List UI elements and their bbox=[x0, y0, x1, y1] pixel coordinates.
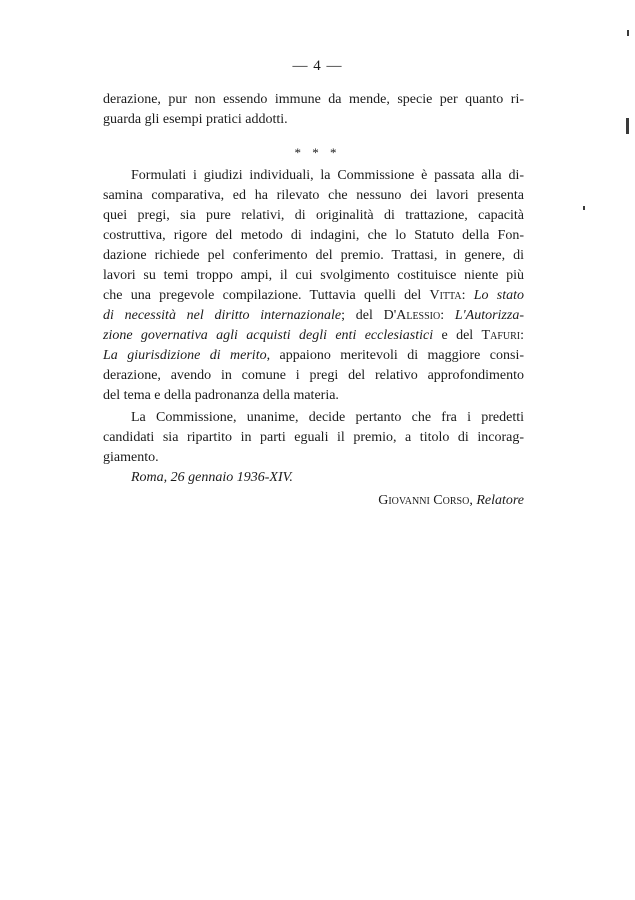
text-line: derazione, pur non essendo immune da mende, specie per quanto ri- bbox=[103, 92, 524, 107]
work-title: Lo stato bbox=[473, 288, 525, 303]
section-separator: * * * bbox=[294, 145, 341, 160]
text-line: giamento. bbox=[103, 450, 159, 465]
work-title: zione governativa agli acquisti degli enti ecclesiastici bbox=[103, 328, 434, 343]
text-line: derazione, avendo in comune i pregi del relativo approfondimento bbox=[103, 368, 524, 383]
signature-separator: , bbox=[469, 493, 477, 508]
text-line bbox=[103, 346, 524, 366]
document-date: Roma, 26 gennaio 1936-XIV. bbox=[131, 470, 293, 485]
text-run: , appaiono meritevoli di maggiore consi- bbox=[266, 348, 524, 363]
work-title: di necessità nel diritto internazionale bbox=[103, 308, 342, 323]
text-line: del tema e della padronanza della materia. bbox=[103, 388, 339, 403]
text-line: costruttiva, rigore del metodo di indagini, che lo Statuto della Fon- bbox=[103, 228, 524, 243]
text-line: lavori su temi troppo ampi, il cui svolgimento costituisce niente più bbox=[103, 268, 524, 283]
scan-artifact bbox=[583, 206, 585, 210]
text-line: samina comparativa, ed ha rilevato che nessuno dei lavori presenta bbox=[103, 188, 524, 203]
scan-artifact bbox=[626, 118, 629, 134]
text-run: e del bbox=[433, 328, 482, 343]
text-line: La Commissione, unanime, decide pertanto che fra i predetti bbox=[131, 410, 524, 425]
text-line: quei pregi, sia pure relativi, di originalità di trattazione, capacità bbox=[103, 208, 524, 223]
text-line: candidati sia ripartito in parti eguali il premio, a titolo di incorag- bbox=[103, 430, 524, 445]
signature-block bbox=[378, 493, 524, 509]
text-run: : bbox=[461, 288, 474, 303]
text-line: guarda gli esempi pratici addotti. bbox=[103, 112, 288, 127]
signatory-role: Relatore bbox=[476, 493, 524, 508]
signatory-name: Giovanni Corso bbox=[378, 493, 470, 508]
text-line bbox=[103, 306, 524, 326]
text-run: : bbox=[440, 308, 455, 323]
author-name: Alessio bbox=[396, 308, 441, 323]
work-title: La giurisdizione di merito bbox=[103, 348, 267, 363]
page-number: — 4 — bbox=[292, 58, 343, 74]
work-title: L'Autorizza- bbox=[454, 308, 524, 323]
text-line bbox=[103, 286, 524, 306]
author-name: Tafuri bbox=[481, 328, 521, 343]
text-run: : bbox=[520, 328, 524, 343]
text-line: dazione richiede pel conferimento del premio. Trattasi, in genere, di bbox=[103, 248, 524, 263]
text-run: che una pregevole compilazione. Tuttavia quelli del bbox=[103, 288, 430, 303]
scan-artifact bbox=[627, 30, 629, 36]
text-run: ; del D' bbox=[341, 308, 397, 323]
text-line: Formulati i giudizi individuali, la Commissione è passata alla di- bbox=[131, 168, 524, 183]
text-line bbox=[103, 326, 524, 346]
author-name: Vitta bbox=[429, 288, 462, 303]
